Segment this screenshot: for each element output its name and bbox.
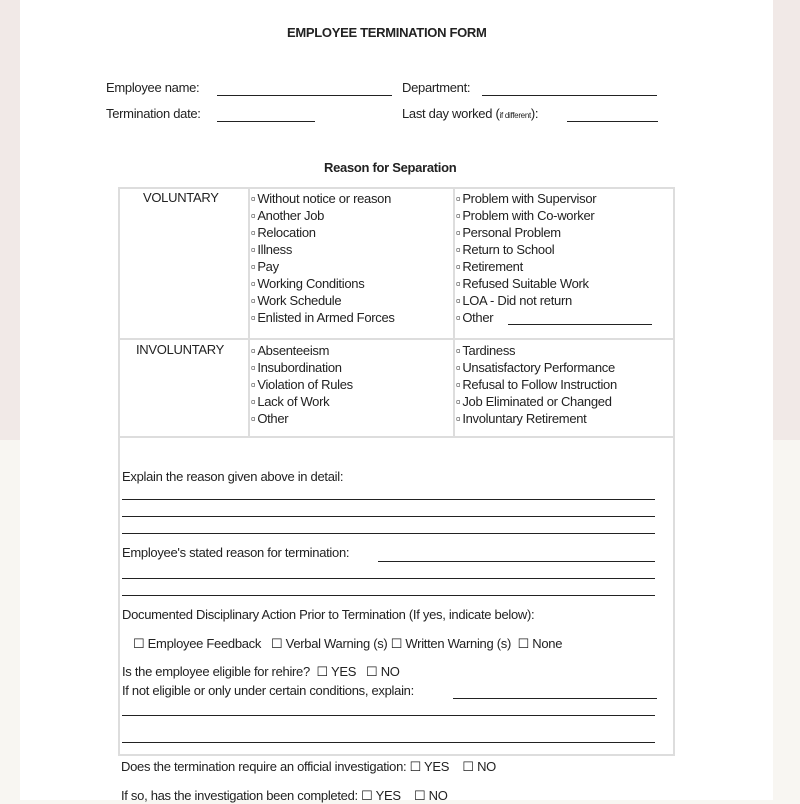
employee-name-field[interactable]: [217, 95, 392, 96]
department-label: Department:: [402, 80, 471, 95]
explain-line[interactable]: [122, 516, 655, 517]
form-title: EMPLOYEE TERMINATION FORM: [287, 25, 487, 40]
voluntary-label: VOLUNTARY: [143, 190, 219, 205]
rehire-question[interactable]: Is the employee eligible for rehire? ☐ YES ☐ NO: [122, 664, 400, 679]
stated-reason-line[interactable]: [378, 561, 655, 562]
stated-reason-label: Employee's stated reason for termination:: [122, 545, 350, 560]
not-eligible-label: If not eligible or only under certain conditions, explain:: [122, 683, 414, 698]
reason-heading: Reason for Separation: [324, 160, 457, 175]
not-eligible-line[interactable]: [122, 715, 655, 716]
divider: [118, 338, 675, 340]
involuntary-options-1[interactable]: ▫ Absenteeism ▫ Insubordination ▫ Violation of Rules ▫ Lack of Work ▫ Other: [251, 342, 353, 427]
voluntary-options-1[interactable]: ▫ Without notice or reason ▫ Another Job ▫ Relocation ▫ Illness ▫ Pay ▫ Working Conditions ▫ Work Schedule ▫ Enlisted in Armed Forces: [251, 190, 395, 326]
investigation-question[interactable]: Does the termination require an official investigation: ☐ YES ☐ NO: [121, 759, 496, 774]
not-eligible-line[interactable]: [122, 742, 655, 743]
investigation-completed-question[interactable]: If so, has the investigation been completed: ☐ YES ☐ NO: [121, 788, 448, 803]
divider: [453, 187, 455, 437]
disciplinary-label: Documented Disciplinary Action Prior to Termination (If yes, indicate below):: [122, 607, 535, 622]
last-day-label: Last day worked (if different):: [402, 106, 539, 121]
explain-label: Explain the reason given above in detail:: [122, 469, 344, 484]
termination-date-label: Termination date:: [106, 106, 201, 121]
voluntary-options-2[interactable]: ▫ Problem with Supervisor ▫ Problem with Co-worker ▫ Personal Problem ▫ Return to School ▫ Retirement ▫ Refused Suitable Work ▫ LOA - Did not return ▫ Other: [456, 190, 596, 326]
involuntary-options-2[interactable]: ▫ Tardiness ▫ Unsatisfactory Performance ▫ Refusal to Follow Instruction ▫ Job Eliminated or Changed ▫ Involuntary Retirement: [456, 342, 617, 427]
divider: [118, 436, 675, 438]
department-field[interactable]: [482, 95, 657, 96]
involuntary-label: INVOLUNTARY: [136, 342, 224, 357]
explain-line[interactable]: [122, 533, 655, 534]
other-field[interactable]: [508, 324, 652, 325]
divider: [248, 187, 250, 437]
stated-reason-line[interactable]: [122, 595, 655, 596]
not-eligible-line[interactable]: [453, 698, 657, 699]
explain-line[interactable]: [122, 499, 655, 500]
employee-name-label: Employee name:: [106, 80, 200, 95]
termination-date-field[interactable]: [217, 121, 315, 122]
last-day-field[interactable]: [567, 121, 658, 122]
disciplinary-options[interactable]: ☐ Employee Feedback ☐ Verbal Warning (s) ☐ Written Warning (s) ☐ None: [133, 636, 563, 651]
stated-reason-line[interactable]: [122, 578, 655, 579]
